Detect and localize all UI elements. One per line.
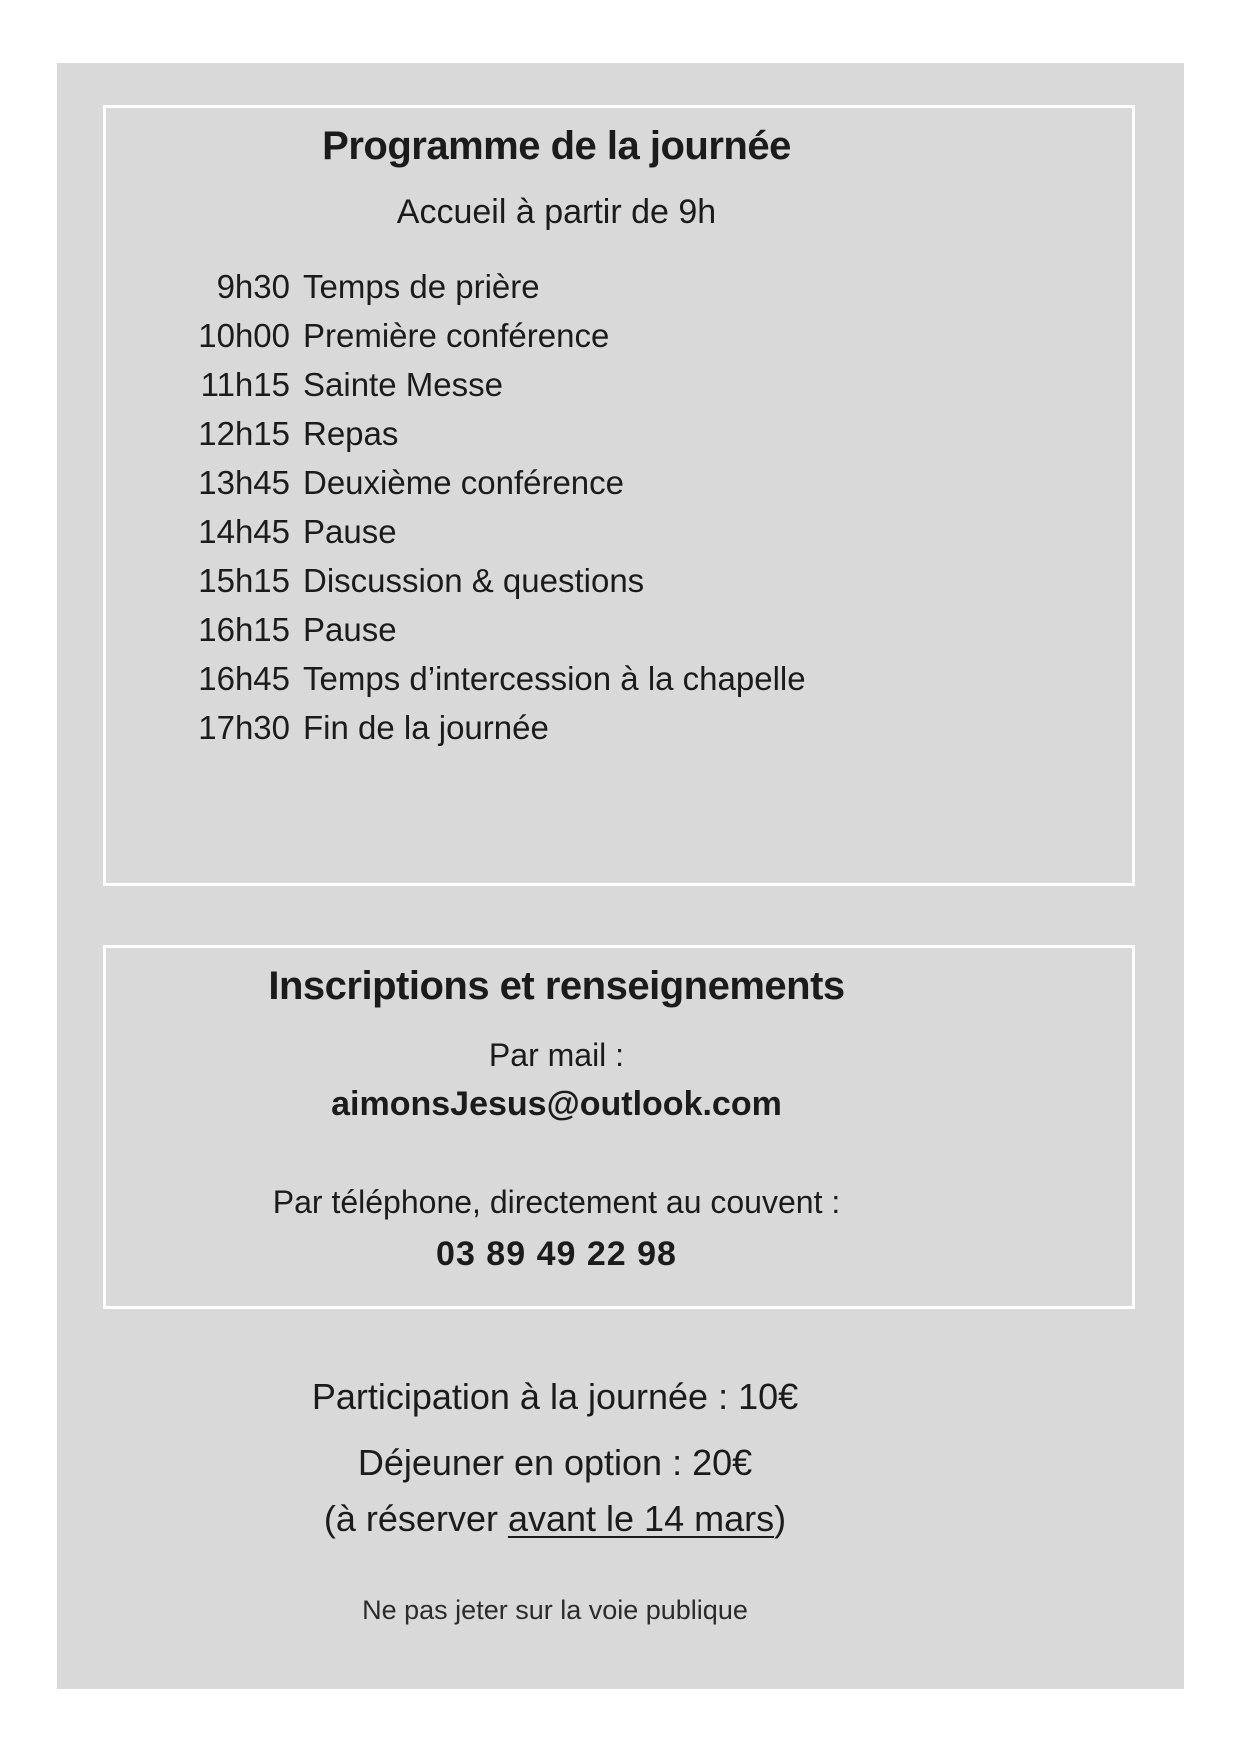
- registration-box-content: [106, 962, 1132, 1306]
- registration-title: Inscriptions et renseignements: [268, 964, 845, 1009]
- lunch-price: Déjeuner en option : 20€: [357, 1442, 753, 1484]
- schedule-activity: Fin de la journée: [303, 709, 549, 747]
- schedule-time: 13h45: [198, 464, 290, 502]
- participation-price: Participation à la journée : 10€: [311, 1376, 799, 1418]
- pricing-section: [57, 1373, 1184, 1628]
- schedule-activity: Pause: [303, 611, 397, 649]
- program-box: [103, 105, 1135, 886]
- schedule-time: 16h15: [198, 611, 290, 649]
- schedule-activity: Temps de prière: [303, 268, 540, 306]
- footer-note: Ne pas jeter sur la voie publique: [362, 1595, 748, 1626]
- schedule-time: 17h30: [198, 709, 290, 747]
- flyer-sheet: [57, 63, 1184, 1689]
- schedule-time: 16h45: [198, 660, 290, 698]
- reservation-prefix: (à réserver: [323, 1498, 508, 1540]
- schedule-time: 10h00: [198, 317, 290, 355]
- schedule-time: 14h45: [198, 513, 290, 551]
- schedule-activity: Temps d’intercession à la chapelle: [303, 660, 806, 698]
- schedule-activity: Discussion & questions: [303, 562, 645, 600]
- reservation-suffix: ): [774, 1498, 787, 1540]
- schedule-time: 15h15: [198, 562, 290, 600]
- program-box-content: [106, 122, 1132, 883]
- schedule-time: 9h30: [216, 268, 290, 306]
- phone-label: Par téléphone, directement au couvent :: [272, 1184, 841, 1221]
- schedule-activity: Repas: [303, 415, 399, 453]
- schedule-time: 11h15: [200, 366, 290, 404]
- mail-label: Par mail :: [488, 1037, 625, 1074]
- schedule-activity: Sainte Messe: [303, 366, 503, 404]
- program-subtitle: Accueil à partir de 9h: [396, 193, 717, 231]
- program-title: Programme de la journée: [322, 124, 791, 168]
- schedule-activity: Pause: [303, 513, 397, 551]
- schedule-time: 12h15: [198, 415, 290, 453]
- email-address: aimonsJesus@outlook.com: [331, 1085, 782, 1124]
- schedule-activity: Première conférence: [303, 317, 610, 355]
- registration-box: [103, 945, 1135, 1309]
- schedule-activity: Deuxième conférence: [303, 464, 625, 502]
- reservation-deadline: [57, 1495, 1053, 1543]
- reservation-deadline-underlined: avant le 14 mars: [507, 1498, 775, 1540]
- phone-number: 03 89 49 22 98: [436, 1234, 677, 1273]
- schedule-list: [178, 262, 1007, 752]
